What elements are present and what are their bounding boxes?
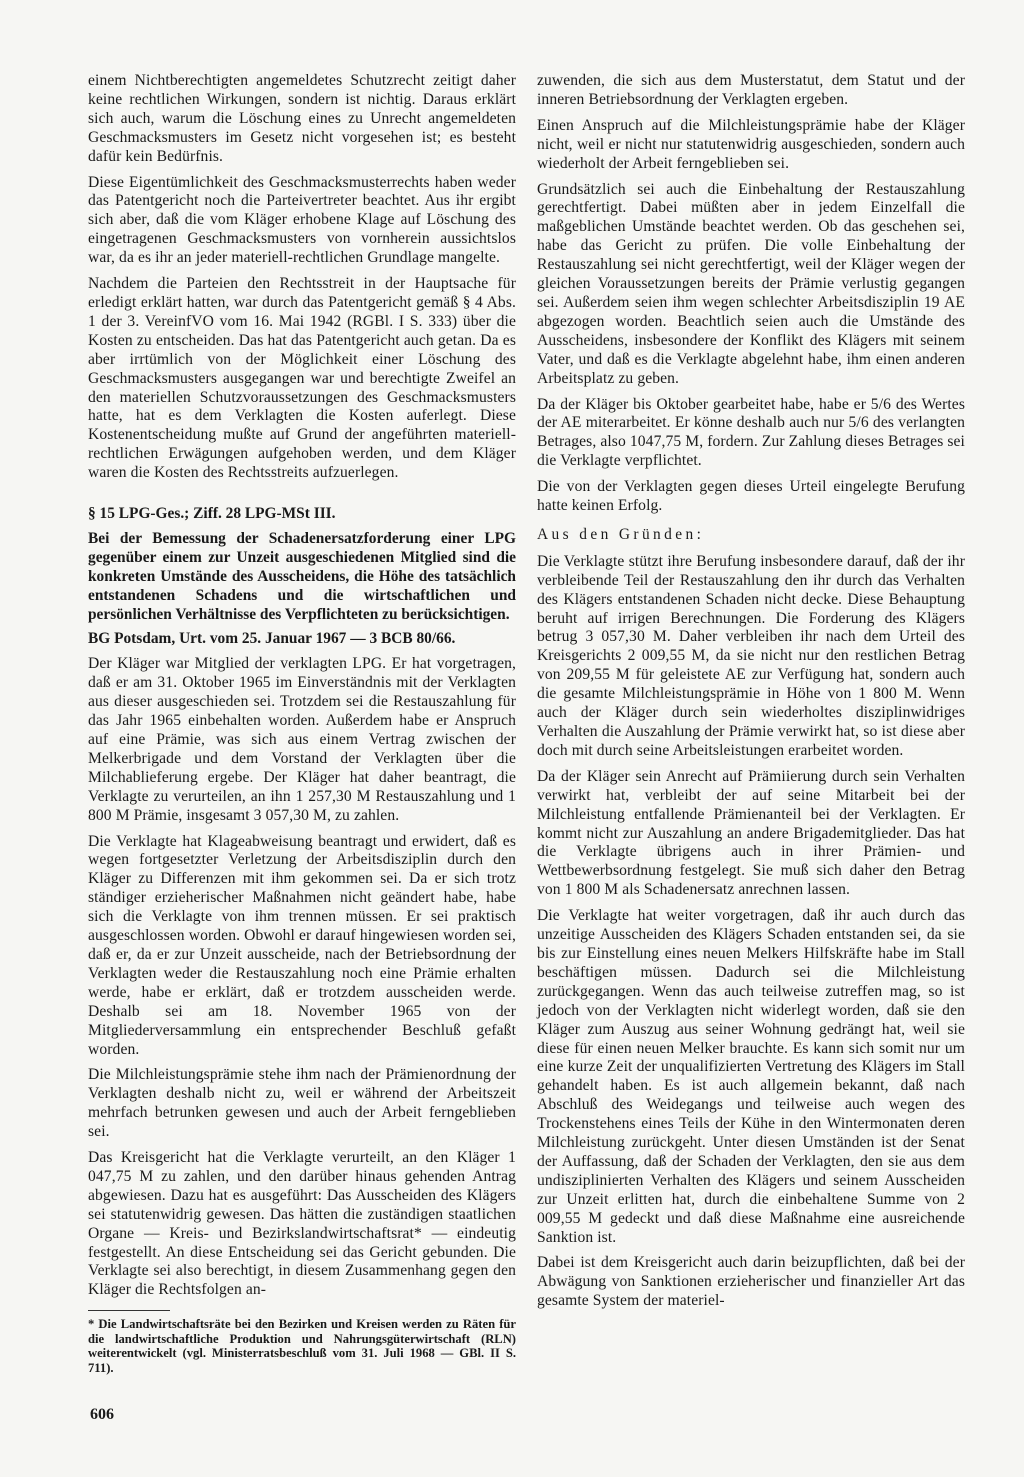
paragraph: Das Kreisgericht hat die Verklagte verurteilt, an den Kläger 1 047,75 M zu zahlen, und den darüber hinaus gehenden Antrag abgewiesen. Dazu hat es ausgeführt: Das Ausscheiden des Klägers sei statutenwidrig gewesen. Das hätten die zuständigen staatlichen Organe — Kreis- und Bezirkslandwirtschaftsrat* — eindeutig festgestellt. An diese Entscheidung sei das Gericht gebunden. Die Verklagte sei also berechtigt, in diesem Zusammenhang gegen den Kläger die Rechtsfolgen an- <box>88 1149 516 1299</box>
left-column <box>88 72 516 1376</box>
paragraph: einem Nichtberechtigten angemeldetes Schutzrecht zeitigt daher keine rechtlichen Wirkungen, sondern ist nichtig. Daraus erklärt sich auch, warum die Löschung eines zu Unrecht angemeldeten Geschmacksmusters im Gesetz nicht vorgesehen ist; es besteht dafür kein Bedürfnis. <box>88 72 516 165</box>
footnote-divider <box>88 1310 170 1311</box>
paragraph: Diese Eigentümlichkeit des Geschmacksmusterrechts haben weder das Patentgericht noch die Parteivertreter beachtet. Aus ihr ergibt sich aber, daß die vom Kläger erhobene Klage auf Löschung des eingetragenen Geschmacksmusters von vornherein aussichtslos war, da es ihr an jeder materiell-rechtlichen Grundlage mangelte. <box>88 173 516 267</box>
headnote: Bei der Bemessung der Schadenersatzforderung einer LPG gegenüber einem zur Unzeit ausgeschiedenen Mitglied sind die konkreten Umstände des Ausscheidens, die Höhe des tatsächlich entstandenen Schadens und die wirtschaftlichen und persönlichen Verhältnisse des Verpflichteten zu berücksichtigen. <box>88 529 516 623</box>
paragraph: Dabei ist dem Kreisgericht auch darin beizupflichten, daß bei der Abwägung von Sanktionen erzieherischer und finanzieller Art das gesamte System der materiel- <box>537 1254 965 1310</box>
paragraph: Der Kläger war Mitglied der verklagten LPG. Er hat vorgetragen, daß er am 31. Oktober 1965 im Einverständnis mit der Verklagten aus dieser ausgeschieden sei. Trotzdem sei die Restauszahlung für das Jahr 1965 einbehalten worden. Außerdem habe er Anspruch auf eine Prämie, was sich aus einem Vertrag zwischen der Melkerbrigade und dem Vorstand der Verklagten über die Milchablieferung ergebe. Der Kläger hat daher beantragt, die Verklagte zu verurteilen, an ihn 1 257,30 M Restauszahlung und 1 800 M Prämie, insgesamt 3 057,30 M, zu zahlen. <box>88 655 516 824</box>
section-heading: § 15 LPG-Ges.; Ziff. 28 LPG-MSt III. <box>88 505 336 523</box>
paragraph: Einen Anspruch auf die Milchleistungsprämie habe der Kläger nicht, weil er nicht nur statutenwidrig ausgeschieden, sondern auch wiederholt der Arbeit ferngeblieben sei. <box>537 116 965 172</box>
right-column <box>537 72 965 1318</box>
footnote: * Die Landwirtschaftsräte bei den Bezirken und Kreisen werden zu Räten für die landwirtschaftliche Produktion und Nahrungsgüterwirtschaft (RLN) weiterentwickelt (vgl. Ministerratsbeschluß vom 31. Juli 1968 — GBl. II S. 711). <box>88 1317 516 1376</box>
paragraph: Da der Kläger sein Anrecht auf Prämiierung durch sein Verhalten verwirkt hat, verbleibt der auf seine Mitarbeit bei der Milchleistung entfallende Prämienanteil bei der Verklagten. Er kommt nicht zur Auszahlung an andere Brigademitglieder. Das hat die Verklagte übrigens auch in ihrer Prämien- und Wettbewerbsordnung festgelegt. Sie muß sich daher den Betrag von 1 800 M als Schadenersatz anrechnen lassen. <box>537 767 965 899</box>
paragraph: Die Milchleistungsprämie stehe ihm nach der Prämienordnung der Verklagten deshalb nicht zu, weil er während der Arbeitszeit mehrfach betrunken gewesen und auch der Arbeit ferngeblieben sei. <box>88 1066 516 1141</box>
paragraph: Grundsätzlich sei auch die Einbehaltung der Restauszahlung gerechtfertigt. Dabei müßten aber in jedem Einzelfall die maßgeblichen Umstände beachtet werden. Ob das geschehen sei, habe das Gericht zu prüfen. Die volle Einbehaltung der Restauszahlung sei nicht gerechtfertigt, weil der Kläger wegen der gleichen Voraussetzungen bereits der Prämie verlustig gegangen sei. Außerdem seien ihm wegen schlechter Arbeitsdisziplin 19 AE abgezogen worden. Beachtlich seien auch die Umstände des Ausscheidens, insbesondere der Konflikt des Klägers mit seinem Vater, und daß es die Verklagte abgelehnt habe, ihm einen anderen Arbeitsplatz zu geben. <box>537 180 965 387</box>
paragraph: Die Verklagte stützt ihre Berufung insbesondere darauf, daß der ihr verbleibende Teil der Restauszahlung den ihr durch das Verhalten des Klägers entstandenen Schaden nicht decke. Diese Behauptung beruht auf irrigen Berechnungen. Die Forderung des Klägers betrug 3 057,30 M. Daher verbleiben ihr nach dem Urteil des Kreisgerichts 2 009,55 M, da sie nicht nur den restlichen Betrag von 209,55 M für geleistete AE zur Verfügung hat, sondern auch die gesamte Milchleistungsprämie in Höhe von 1 800 M. Wenn auch der Kläger durch sein wiederholtes disziplinwidriges Verhalten die Auszahlung der Prämie verwirkt hat, so ist diese aber doch mit durch seine Arbeitsleistungen erarbeitet worden. <box>537 552 965 759</box>
page-number: 606 <box>90 1406 114 1423</box>
case-citation: BG Potsdam, Urt. vom 25. Januar 1967 — 3 BCB 80/66. <box>88 630 456 648</box>
paragraph: Nachdem die Parteien den Rechtsstreit in der Hauptsache für erledigt erklärt hatten, war durch das Patentgericht gemäß § 4 Abs. 1 der 3. VereinfVO vom 16. Mai 1942 (RGBl. I S. 333) über die Kosten zu entscheiden. Das hat das Patentgericht auch getan. Da es aber irrtümlich von der Möglichkeit einer Löschung des Geschmacksmusters ausgegangen war und berechtigte Zweifel an den materiellen Schutzvoraussetzungen des Geschmacksmusters hatte, hat es dem Verklagten die Kosten auferlegt. Diese Kostenentscheidung mußte auf Grund der angeführten materiell-rechtlichen Erwägungen aufgehoben werden, und dem Kläger waren die Kosten des Rechtsstreits aufzuerlegen. <box>88 275 516 482</box>
section-label: Aus den Gründen: <box>537 525 705 543</box>
paragraph: Die von der Verklagten gegen dieses Urteil eingelegte Berufung hatte keinen Erfolg. <box>537 478 965 515</box>
paragraph: zuwenden, die sich aus dem Musterstatut, dem Statut und der inneren Betriebsordnung der Verklagten ergeben. <box>537 72 965 108</box>
paragraph: Die Verklagte hat weiter vorgetragen, daß ihr auch durch das unzeitige Ausscheiden des Klägers Schaden entstanden sei, da sie bis zur Einstellung eines neuen Melkers Hilfskräfte habe im Stall beschäftigen müssen. Dadurch sei die Milchleistung zurückgegangen. Wenn das auch teilweise zutreffen mag, so ist jedoch von der Verklagten nicht widerlegt worden, daß sie den Kläger zum Auszug aus seiner Wohnung gedrängt hat, weil sie diese für einen neuen Melker brauchte. Es kann sich somit nur um eine kurze Zeit der unqualifizierten Vertretung des Klägers im Stall gehandelt haben. Es ist auch allgemein bekannt, daß nach Abschluß des Weidegangs und teilweise auch wegen des Trockenstehens eines Teils der Kühe in den Wintermonaten deren Milchleistung zurückgeht. Unter diesen Umständen ist der Senat der Auffassung, daß der Schaden der Verklagten, den sie aus dem undisziplinierten Verhalten des Klägers und seinem Ausscheiden zur Unzeit erlitten hat, durch die einbehaltene Summe von 2 009,55 M gedeckt und daß diese Maßnahme eine ausreichende Sanktion ist. <box>537 907 965 1246</box>
paragraph: Die Verklagte hat Klageabweisung beantragt und erwidert, daß es wegen fortgesetzter Verletzung der Arbeitsdisziplin durch den Kläger zu Differenzen mit ihm gekommen sei. Da er sich trotz ständiger erzieherischer Maßnahmen nicht geändert habe, habe sich die Verklagte von ihm trennen müssen. Er sei praktisch ausgeschlossen worden. Obwohl er darauf hingewiesen worden sei, daß er, da er zur Unzeit ausscheide, nach der Betriebsordnung der Verklagten weder die Restauszahlung noch eine Prämie erhalten werde, habe er erklärt, daß er trotzdem ausscheiden werde. Deshalb sei am 18. November 1965 von der Mitgliederversammlung ein entsprechender Beschluß gefaßt worden. <box>88 832 516 1058</box>
paragraph: Da der Kläger bis Oktober gearbeitet habe, habe er 5/6 des Wertes der AE miterarbeitet. Er könne deshalb auch nur 5/6 des verlangten Betrages, also 1047,75 M, fordern. Zur Zahlung dieses Betrages sei die Verklagte verpflichtet. <box>537 395 965 470</box>
